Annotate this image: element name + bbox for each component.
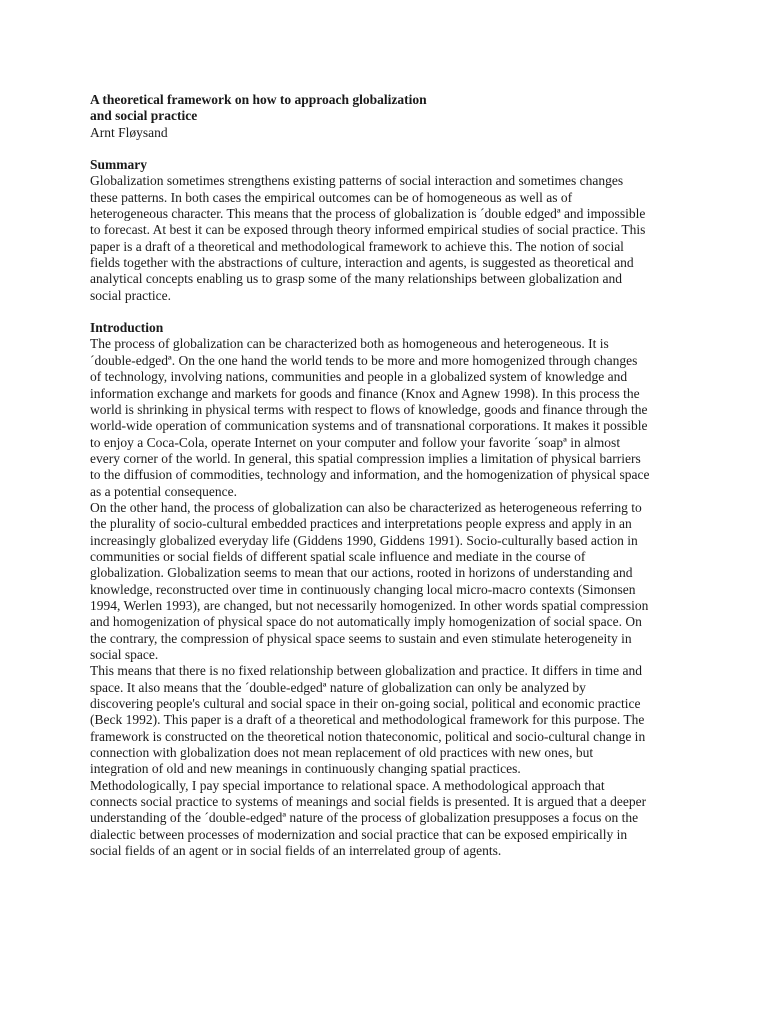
intro-paragraph-3: This means that there is no fixed relationship between globalization and practice. It differs in time and space. It also means that the ´double-edgedª nature of globalization can only be analyzed by discovering people's cultural and social space in their on-going social, political and economic practice (Beck 1992). This paper is a draft of a theoretical and methodological framework for this purpose. The framework is constructed on the theoretical notion thateconomic, political and socio-cultural change in connection with globalization does not mean replacement of old practices with new ones, but integration of old and new meanings in continuously changing spatial practices. bbox=[90, 663, 646, 777]
document-title-line-1: A theoretical framework on how to approach globalization bbox=[90, 92, 427, 107]
introduction-heading: Introduction bbox=[90, 320, 164, 336]
document-title-line-2: and social practice bbox=[90, 108, 198, 124]
document-author: Arnt Fløysand bbox=[90, 124, 168, 140]
intro-paragraph-1: The process of globalization can be characterized both as homogeneous and heterogeneous. It is ´double-edgedª. On the one hand the world tends to be more and more homogenized through changes of technology, involving nations, communities and people in a globalized system of knowledge and information exchange and markets for goods and finance (Knox and Agnew 1998). In this process the world is shrinking in physical terms with respect to flows of knowledge, goods and finance through the world-wide operation of communication systems and of transnational corporations. It makes it possible to enjoy a Coca-Cola, operate Internet on your computer and follow your favorite ´soapª in almost every corner of the world. In general, this spatial compression implies a limitation of physical barriers to the diffusion of commodities, technology and information, and the homogenization of physical space as a potential consequence. bbox=[90, 336, 650, 499]
intro-paragraph-4: Methodologically, I pay special importance to relational space. A methodological approach that connects social practice to systems of meanings and social fields is presented. It is argued that a deeper understanding of the ´double-edgedª nature of the process of globalization presupposes a focus on the dialectic between processes of modernization and social practice that can be exposed empirically in social fields of an agent or in social fields of an interrelated group of agents. bbox=[90, 777, 647, 859]
summary-heading: Summary bbox=[90, 157, 147, 173]
summary-paragraph: Globalization sometimes strengthens existing patterns of social interaction and sometimes changes these patterns. In both cases the empirical outcomes can be of homogeneous as well as of heterogeneous character. This means that the process of globalization is ´double edgedª and impossible to forecast. At best it can be exposed through theory informed empirical studies of social practice. This paper is a draft of a theoretical and methodological framework to achieve this. The notion of social fields together with the abstractions of culture, interaction and agents, is suggested as theoretical and analytical concepts enabling us to grasp some of the many relationships between globalization and social practice. bbox=[90, 173, 646, 303]
document-page bbox=[90, 92, 650, 859]
intro-paragraph-2: On the other hand, the process of globalization can also be characterized as heterogeneous referring to the plurality of socio-cultural embedded practices and interpretations people express and apply in an increasingly globalized everyday life (Giddens 1990, Giddens 1991). Socio-culturally based action in communities or social fields of different spatial scale influence and mediate in the course of globalization. Globalization seems to mean that our actions, rooted in horizons of understanding and knowledge, reconstructed over time in continuously changing local micro-macro contexts (Simonsen 1994, Werlen 1993), are changed, but not necessarily homogenized. In other words spatial compression and homogenization of physical space do not automatically imply homogenization of social space. On the contrary, the compression of physical space seems to sustain and even stimulate heterogeneity in social space. bbox=[90, 499, 649, 662]
